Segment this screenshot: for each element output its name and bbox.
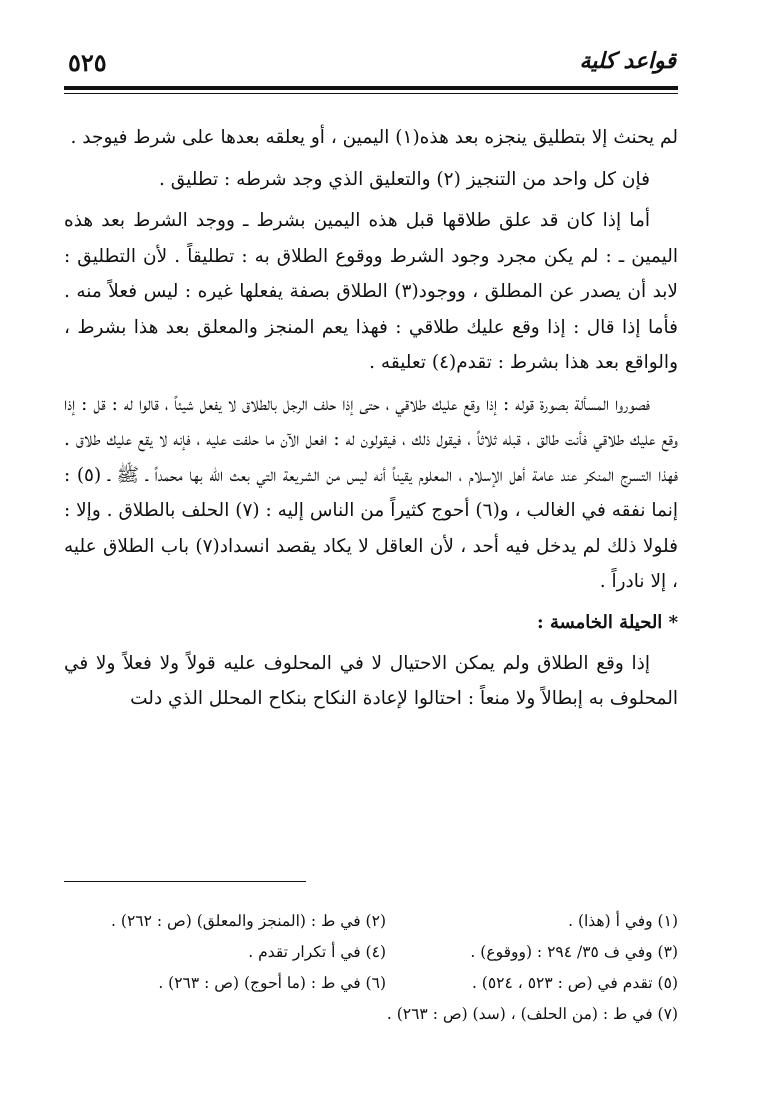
footnote-row [64,968,678,999]
footnote-separator [64,881,306,882]
footnote-5: (٥) تقدم في (ص : ٥٢٣ ، ٥٢٤) . [471,974,678,992]
paragraph-5: إذا وقع الطلاق ولم يمكن الاحتيال لا في المحلوف عليه قولاً ولا فعلاً ولا في المحلوف به إبطالاً ولا منعاً : احتالوا لإعادة النكاح بنكاح المحلل الذي دلت [64,652,678,709]
page-header [64,34,678,84]
paragraph-3: أما إذا كان قد علق طلاقها قبل هذه اليمين بشرط ـ ووجد الشرط بعد هذه اليمين ـ : لم يكن مجرد وجود الشرط ووقوع الطلاق به : تطليقاً . لأن التطليق : لابد أن يصدر عن المطلق ، ووجود(٣) الطلاق بصفة يفعلها غيره : ليس فعلاً منه . فأما إذا قال : إذا وقع عليك طلاقي : فهذا يعم المنجز والمعلق بعد هذا بشرط ، والواقع بعد هذا بشرط : تقدم(٤) تعليقه . [64,210,678,373]
paragraph-1: لم يحنث إلا بتطليق ينجزه بعد هذه(١) اليمين ، أو يعلقه بعدها على شرط فيوجد . [70,127,678,148]
footnote-row [64,937,678,968]
footnote-row [64,999,678,1030]
footnote-7: (٧) في ط : (من الحلف) ، (سد) (ص : ٢٦٣) . [386,1005,678,1023]
footnote-6: (٦) في ط : (ما أحوج) (ص : ٢٦٣) . [158,974,386,992]
paragraph-2: فإن كل واحد من التنجيز (٢) والتعليق الذي وجد شرطه : تطليق . [158,168,650,190]
footnote-4: (٤) في أ تكرار تقدم . [248,943,386,961]
paragraph-4: فصوروا المسألة بصورة قوله : إذا وقع عليك طلاقي ، حتى إذا حلف الرجل بالطلاق لا يفعل شيئاً ، قالوا له : قل : إذا وقع عليك طلاقي فأنت طالق ، قبله ثلاثاً ، فيقول ذلك ، فيقولون له : افعل الآن ما حلفت عليه ، فإنه لا يقع عليك طلاق . فهذا التسرج المنكر عند عامة أهل الإسلام ، المعلوم يقيناً أنه ليس من الشريعة التي بعث الله بها محمداً ـ ﷺ ـ (٥) : إنما نفقه في الغالب ، و(٦) أحوج كثيراً من الناس إليه : (٧) الحلف بالطلاق . وإلا : فلولا ذلك لم يدخل فيه أحد ، لأن العاقل لا يكاد يقصد انسداد(٧) باب الطلاق عليه ، إلا نادراً . [64,393,679,592]
main-text [64,120,678,723]
header-rule-thick [64,86,678,90]
footnote-row [64,906,678,937]
footnote-2: (٢) في ط : (المنجز والمعلق) (ص : ٢٦٢) . [111,912,386,930]
book-page [64,34,678,1084]
page-number: ٥٢٥ [68,48,107,77]
footnote-3: (٣) وفي ف ٣٥/ ٢٩٤ : (ووقوع) . [470,943,678,961]
running-title: قواعد كلية [579,48,676,74]
footnotes [64,906,678,1030]
header-rule-thin [64,93,678,94]
footnote-1: (١) وفي أ (هذا) . [568,912,678,930]
section-heading: * الحيلة الخامسة : [537,611,678,633]
